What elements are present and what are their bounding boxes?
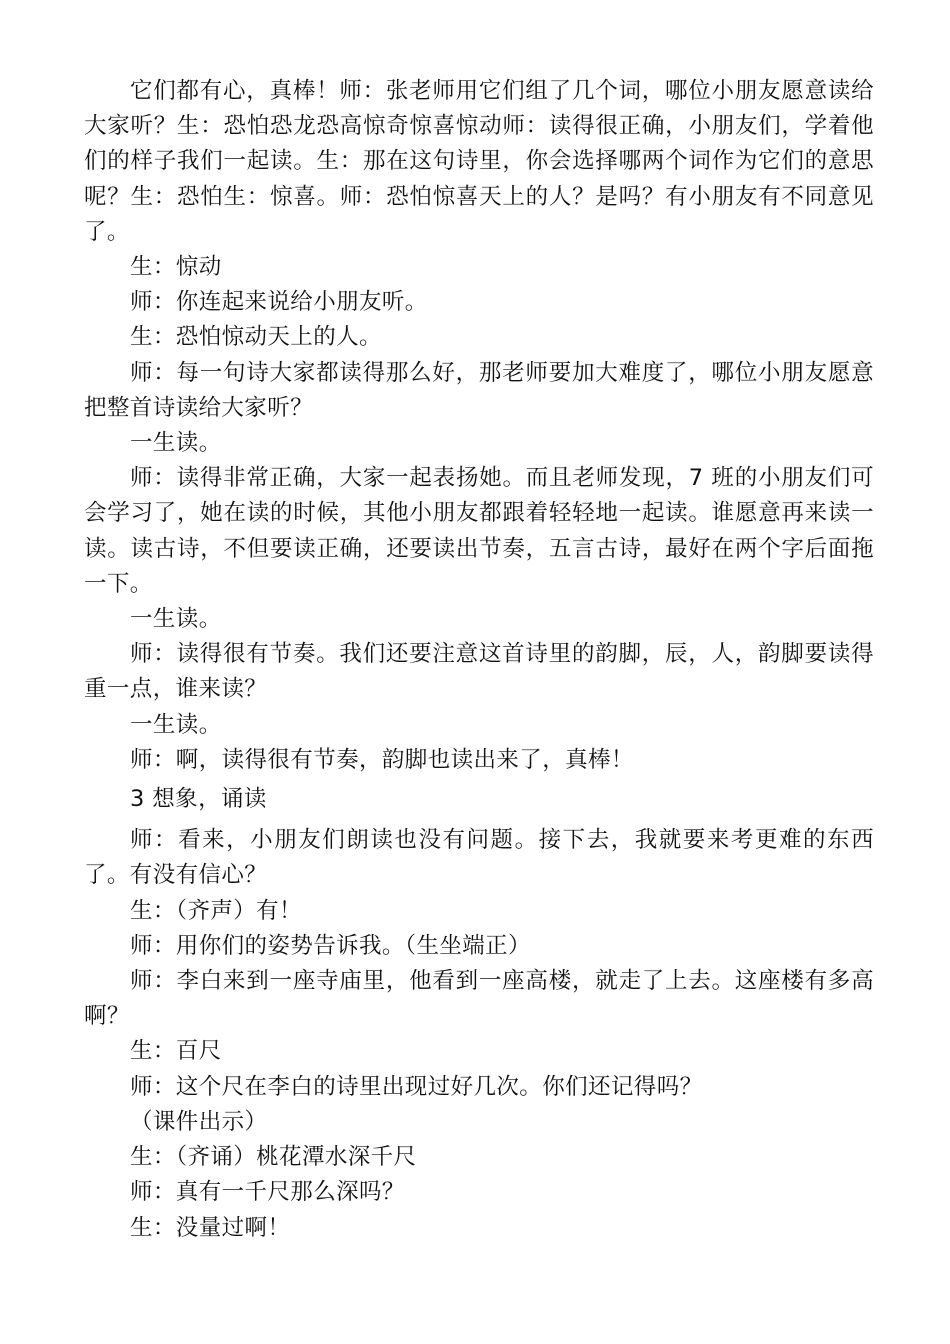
paragraph: 它们都有心，真棒！师：张老师用它们组了几个词，哪位小朋友愿意读给大家听？生：恐怕恐龙恐高惊奇惊喜惊动师：读得很正确，小朋友们，学着他们的样子我们一起读。生：那在这句诗里，你会选择哪两个词作为它们的意思呢？生：恐怕生：惊喜。师：恐怕惊喜天上的人？是吗？有小朋友有不同意见了。 — [84, 78, 874, 245]
paragraph: 师：看来，小朋友们朗读也没有问题。接下去，我就要来考更难的东西了。有没有信心？ — [84, 827, 874, 889]
paragraph: 师：李白来到一座寺庙里，他看到一座高楼，就走了上去。这座楼有多高啊？ — [84, 968, 874, 1030]
paragraph: 一生读。 — [130, 606, 222, 633]
paragraph: 一生读。 — [130, 711, 222, 738]
paragraph: 生：恐怕惊动天上的人。 — [130, 324, 382, 351]
paragraph: 生：惊动 — [130, 254, 222, 281]
paragraph: 生：（齐诵）桃花潭水深千尺 — [130, 1144, 417, 1171]
paragraph: 师：读得非常正确，大家一起表扬她。而且老师发现，7 班的小朋友们可会学习了，她在读的时候，其他小朋友都跟着轻轻地一起读。谁愿意再来读一读。读古诗，不但要读正确，还要读出节奏，五言古诗，最好在两个字后面拖一下。 — [84, 465, 874, 597]
section-heading: 3 想象，诵读 — [130, 786, 267, 813]
paragraph: 师：用你们的姿势告诉我。（生坐端正） — [130, 932, 531, 959]
document-body — [84, 74, 874, 1246]
paragraph: 师：你连起来说给小朋友听。 — [130, 289, 428, 316]
paragraph: 一生读。 — [130, 430, 222, 457]
paragraph: 生：（齐声）有！ — [130, 897, 302, 924]
paragraph: （课件出示） — [130, 1108, 268, 1135]
paragraph: 生：没量过啊！ — [130, 1214, 291, 1241]
paragraph: 师：读得很有节奏。我们还要注意这首诗里的韵脚，辰，人，韵脚要读得重一点，谁来读？ — [84, 641, 874, 703]
paragraph: 师：真有一千尺那么深吗？ — [130, 1179, 405, 1206]
paragraph: 生：百尺 — [130, 1038, 222, 1065]
paragraph: 师：这个尺在李白的诗里出现过好几次。你们还记得吗？ — [130, 1073, 703, 1100]
paragraph: 师：每一句诗大家都读得那么好，那老师要加大难度了，哪位小朋友愿意把整首诗读给大家听？ — [84, 359, 874, 421]
paragraph: 师：啊，读得很有节奏，韵脚也读出来了，真棒！ — [130, 746, 634, 773]
